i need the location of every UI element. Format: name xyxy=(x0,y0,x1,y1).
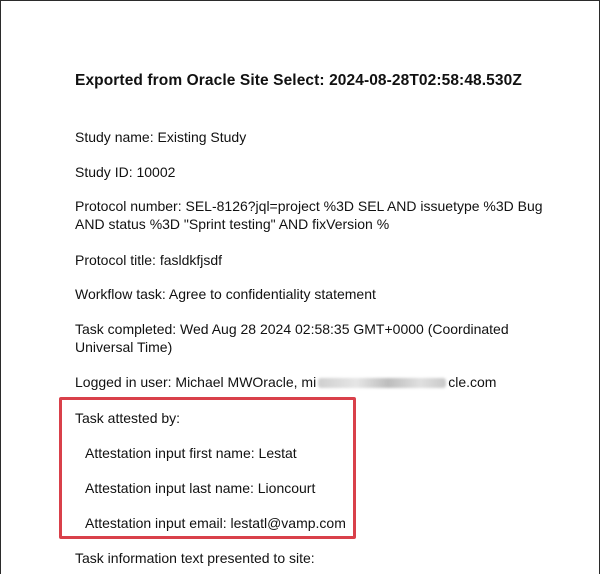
redacted-email-blur xyxy=(318,378,446,388)
logged-in-user-suffix: cle.com xyxy=(448,374,497,390)
protocol-title: Protocol title: fasldkfjsdf xyxy=(75,252,223,268)
task-information-text: Task information text presented to site: xyxy=(75,550,315,566)
attestation-first-name: Attestation input first name: Lestat xyxy=(85,445,297,461)
attestation-highlight-box xyxy=(59,397,356,539)
task-completed: Task completed: Wed Aug 28 2024 02:58:35 GMT+0000 (Coordinated Universal Time) xyxy=(75,321,509,355)
attestation-last-name: Attestation input last name: Lioncourt xyxy=(85,480,316,496)
logged-in-user-prefix: Logged in user: Michael MWOracle, mi xyxy=(75,374,317,390)
study-name: Study name: Existing Study xyxy=(75,129,247,145)
workflow-task: Workflow task: Agree to confidentiality statement xyxy=(75,286,376,302)
attestation-email: Attestation input email: lestatl@vamp.com xyxy=(85,515,346,531)
study-id: Study ID: 10002 xyxy=(75,164,176,180)
task-attested-by: Task attested by: xyxy=(75,410,181,426)
export-heading: Exported from Oracle Site Select: 2024-08-28T02:58:48.530Z xyxy=(75,72,522,89)
protocol-number: Protocol number: SEL-8126?jql=project %3D SEL AND issuetype %3D Bug AND status %3D "Sprint testing" AND fixVersion % xyxy=(75,198,543,232)
logged-in-user xyxy=(75,373,496,391)
